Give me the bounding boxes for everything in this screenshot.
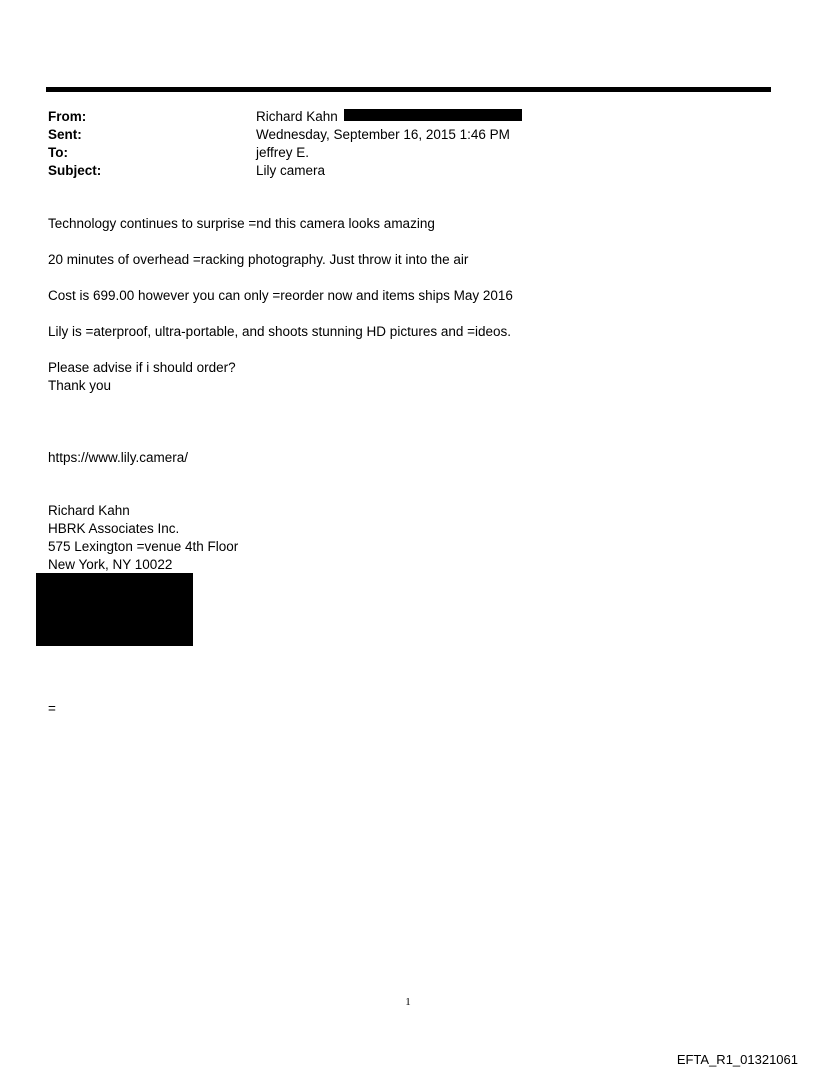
signature-address-2: New York, NY 10022	[48, 557, 173, 572]
sent-row	[48, 126, 748, 144]
redacted-email-address	[344, 109, 522, 121]
page-number: 1	[405, 996, 411, 1008]
signature-name: Richard Kahn	[48, 503, 130, 518]
document-id: EFTA_R1_01321061	[676, 1052, 798, 1067]
subject-row	[48, 162, 748, 180]
sent-value: Wednesday, September 16, 2015 1:46 PM	[256, 127, 510, 142]
header-divider	[46, 87, 771, 92]
trailer-symbol: =	[48, 701, 56, 716]
body-line-3: Cost is 699.00 however you can only =reorder now and items ships May 2016	[48, 288, 513, 303]
body-line-5: Please advise if i should order?	[48, 360, 236, 375]
redacted-signature-block	[36, 573, 193, 646]
email-header	[48, 108, 748, 180]
subject-value: Lily camera	[256, 163, 326, 178]
to-row	[48, 144, 748, 162]
to-label: To:	[48, 145, 68, 160]
body-line-4: Lily is =aterproof, ultra-portable, and shoots stunning HD pictures and =ideos.	[48, 324, 512, 339]
signature-company: HBRK Associates Inc.	[48, 521, 180, 536]
product-link[interactable]: https://www.lily.camera/	[48, 450, 189, 465]
to-value: jeffrey E.	[256, 145, 310, 160]
from-value	[256, 108, 522, 126]
body-line-6: Thank you	[48, 378, 112, 393]
from-label: From:	[48, 109, 87, 124]
signature-address-1: 575 Lexington =venue 4th Floor	[48, 539, 239, 554]
from-row	[48, 108, 748, 126]
body-line-1: Technology continues to surprise =nd this camera looks amazing	[48, 216, 435, 231]
subject-label: Subject:	[48, 163, 102, 178]
sender-name: Richard Kahn	[256, 109, 338, 124]
body-line-2: 20 minutes of overhead =racking photography. Just throw it into the air	[48, 252, 469, 267]
sent-label: Sent:	[48, 127, 82, 142]
